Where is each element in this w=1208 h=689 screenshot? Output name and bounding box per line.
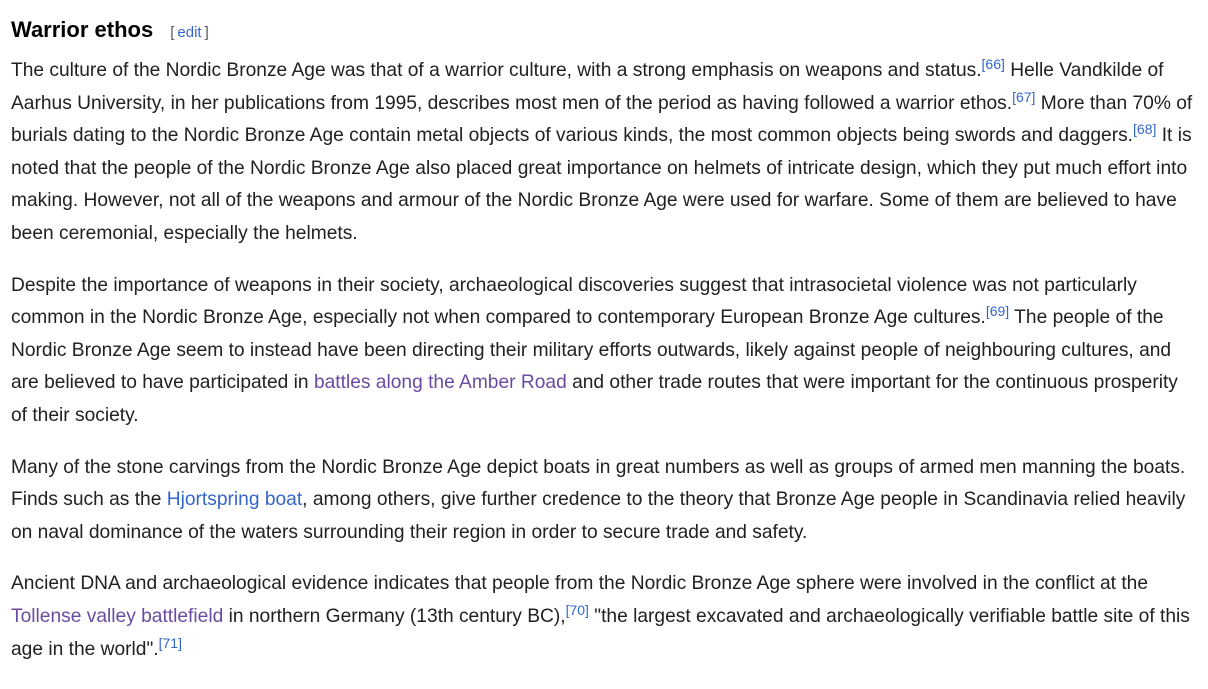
reference-70[interactable] [566,602,589,618]
reference-link[interactable]: [70] [565,601,589,618]
paragraph-text: More than 70% of burials dating to the Nordic Bronze Age contain metal objects of various kinds, the most common objects being swords and daggers. [11,92,1193,147]
paragraph-text: , among others, give further credence to the theory that Bronze Age people in Scandinavia relied heavily on naval dominance of the waters surrounding their region in order to secure trade and safety. [11,489,1186,543]
edit-bracket-open: [ [170,24,175,41]
paragraph-2 [11,270,1197,433]
reference-69[interactable] [986,303,1009,319]
paragraph-text: and other trade routes that were important for the continuous prosperity of their society. [11,372,1178,426]
paragraph-text: The people of the Nordic Bronze Age seem to instead have been directing their military efforts outwards, likely against people of neighbouring cultures, and are believed to have participated in [11,307,1172,394]
reference-67[interactable] [1012,89,1035,105]
reference-66[interactable] [982,56,1005,72]
reference-71[interactable] [159,635,182,651]
reference-link[interactable]: [71] [158,634,182,651]
edit-bracket-close: ] [204,24,209,41]
edit-section-link[interactable]: edit [177,24,202,41]
edit-section-link-wrapper [170,24,209,41]
paragraph-text: in northern Germany (13th century BC), [223,605,566,627]
paragraph-text: Helle Vandkilde of Aarhus University, in her publications from 1995, describes most men of the period as having followed a warrior ethos. [11,60,1164,114]
paragraph-text: "the largest excavated and archaeologically verifiable battle site of this age in the world". [11,605,1190,660]
paragraph-4 [11,568,1197,666]
reference-link[interactable]: [68] [1133,121,1157,138]
paragraph-3 [11,452,1197,550]
tollense-valley-battlefield-link[interactable]: Tollense valley battlefield [11,605,224,627]
paragraph-text: Despite the importance of weapons in their society, archaeological discoveries suggest that intrasocietal violence was not particularly common in the Nordic Bronze Age, especially not when compared to contemporary European Bronze Age cultures. [11,274,1137,329]
reference-link[interactable]: [66] [981,56,1005,72]
reference-68[interactable] [1133,121,1156,137]
reference-link[interactable]: [67] [1012,88,1036,105]
article-section [11,14,1197,685]
reference-link[interactable]: [69] [985,303,1010,320]
amber-road-battles-link[interactable]: battles along the Amber Road [313,372,567,394]
paragraph-text: It is noted that the people of the Nordic Bronze Age also placed great importance on helmets of intricate design, which they put much effort into making. However, not all of the weapons and armour of the Nordic Bronze Age were used for warfare. Some of them are believed to have been ceremonial, especially the helmets. [11,125,1192,244]
paragraph-1 [11,55,1197,251]
section-title: Warrior ethos [11,17,154,42]
paragraph-text: Ancient DNA and archaeological evidence indicates that people from the Nordic Bronze Age sphere were involved in the conflict at the [11,573,1148,595]
hjortspring-boat-link[interactable]: Hjortspring boat [166,489,303,511]
section-heading [11,14,1197,46]
paragraph-text: Many of the stone carvings from the Nordic Bronze Age depict boats in great numbers as well as groups of armed men manning the boats. Finds such as the [11,456,1186,511]
paragraph-text: The culture of the Nordic Bronze Age was that of a warrior culture, with a strong emphasis on weapons and status. [11,60,982,81]
